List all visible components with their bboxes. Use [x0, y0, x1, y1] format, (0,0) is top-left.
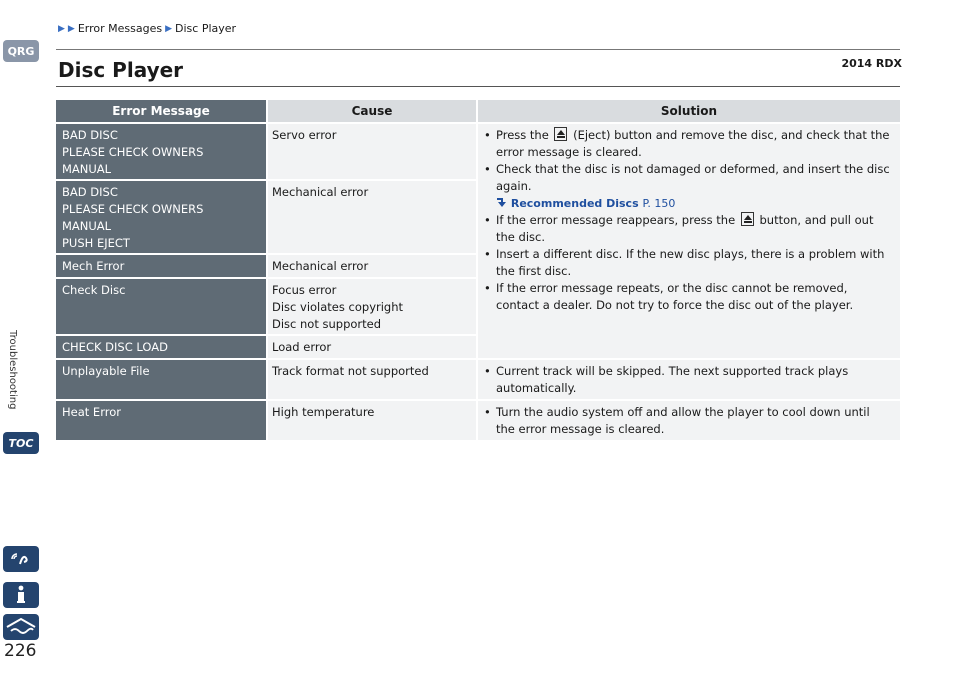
- solution-text: If the error message reappears, press the: [496, 213, 736, 227]
- toc-tab[interactable]: TOC: [3, 432, 39, 454]
- breadcrumb: [58, 22, 236, 35]
- cause-line: Load error: [272, 340, 332, 354]
- table-row-cause: [268, 360, 476, 399]
- bullet-icon: •: [484, 364, 491, 378]
- message-line: CHECK DISC LOAD: [62, 340, 168, 354]
- column-header-solution: Solution: [478, 100, 900, 122]
- solution-text: (Eject) button and remove the disc, and check that the error message is cleared.: [496, 128, 890, 159]
- recommended-discs-link[interactable]: [484, 195, 892, 212]
- chevron-right-icon: ▶: [58, 23, 65, 34]
- qrg-tab[interactable]: QRG: [3, 40, 39, 62]
- solution-unplayable: [478, 360, 900, 399]
- cause-line: Servo error: [272, 128, 337, 142]
- message-line: Heat Error: [62, 405, 121, 419]
- title-divider: [56, 86, 900, 87]
- page-title: Disc Player: [58, 58, 184, 82]
- table-row-message: [56, 124, 266, 179]
- message-line: Unplayable File: [62, 364, 150, 378]
- info-icon[interactable]: [3, 582, 39, 608]
- bullet-icon: •: [484, 281, 491, 295]
- message-line: BAD DISC: [62, 128, 118, 142]
- model-label: 2014 RDX: [841, 57, 902, 70]
- table-row-message: [56, 279, 266, 334]
- reference-page: P. 150: [642, 197, 676, 210]
- message-line: PUSH EJECT: [62, 236, 130, 250]
- voice-command-icon[interactable]: [3, 546, 39, 572]
- bullet-icon: •: [484, 213, 491, 227]
- table-row-message: [56, 401, 266, 440]
- cause-line: Track format not supported: [272, 364, 429, 378]
- solution-text: Insert a different disc. If the new disc plays, there is a problem with the first disc.: [496, 247, 885, 278]
- solution-text: Turn the audio system off and allow the player to cool down until the error message is cleared.: [496, 405, 870, 436]
- breadcrumb-item-error-messages[interactable]: Error Messages: [77, 22, 163, 35]
- page-number: 226: [4, 641, 37, 661]
- chevron-right-icon: ▶: [165, 23, 173, 34]
- side-rail: [0, 0, 42, 678]
- solution-bullet: [484, 280, 892, 314]
- solution-disc-errors: [478, 124, 900, 358]
- eject-icon: [741, 212, 754, 226]
- solution-heat: [478, 401, 900, 440]
- message-line: BAD DISC: [62, 185, 118, 199]
- message-line: PLEASE CHECK OWNERS: [62, 202, 204, 216]
- table-row-message: [56, 255, 266, 277]
- breadcrumb-item-disc-player[interactable]: Disc Player: [175, 22, 237, 35]
- message-line: MANUAL: [62, 219, 112, 233]
- solution-bullet: [484, 127, 892, 161]
- bullet-icon: •: [484, 405, 491, 419]
- table-row-cause: [268, 181, 476, 253]
- solution-text: Check that the disc is not damaged or deformed, and insert the disc again.: [496, 162, 890, 193]
- column-header-error-message: Error Message: [56, 100, 266, 122]
- reference-label: Recommended Discs: [510, 197, 639, 210]
- cause-line: Mechanical error: [272, 259, 369, 273]
- home-icon[interactable]: [3, 614, 39, 640]
- solution-bullet: [484, 404, 892, 438]
- solution-text: Current track will be skipped. The next supported track plays automatically.: [496, 364, 849, 395]
- table-row-message: [56, 336, 266, 358]
- cause-line: Focus error: [272, 283, 337, 297]
- bullet-icon: •: [484, 162, 491, 176]
- message-line: Mech Error: [62, 259, 125, 273]
- solution-bullet: [484, 161, 892, 195]
- message-line: MANUAL: [62, 162, 112, 176]
- message-line: PLEASE CHECK OWNERS: [62, 145, 204, 159]
- eject-icon: [554, 127, 567, 141]
- solution-text: button, and pull out the disc.: [496, 213, 874, 244]
- bullet-icon: •: [484, 128, 491, 142]
- solution-text: Press the: [496, 128, 549, 142]
- section-label: Troubleshooting: [7, 330, 18, 410]
- table-row-cause: [268, 124, 476, 179]
- table-row-message: [56, 360, 266, 399]
- table-row-cause: [268, 279, 476, 334]
- cause-line: Disc not supported: [272, 317, 382, 331]
- column-header-cause: Cause: [268, 100, 476, 122]
- header-divider: [56, 49, 900, 50]
- table-row-cause: [268, 336, 476, 358]
- solution-bullet: [484, 212, 892, 246]
- cause-line: Disc violates copyright: [272, 300, 404, 314]
- solution-bullet: [484, 363, 892, 397]
- table-row-message: [56, 181, 266, 253]
- solution-text: If the error message repeats, or the disc cannot be removed, contact a dealer. Do not try to force the disc out of the player.: [496, 281, 854, 312]
- message-line: Check Disc: [62, 283, 126, 297]
- cause-line: Mechanical error: [272, 185, 369, 199]
- table-row-cause: [268, 401, 476, 440]
- bullet-icon: •: [484, 247, 491, 261]
- reference-arrow-icon: [496, 197, 511, 210]
- table-row-cause: [268, 255, 476, 277]
- chevron-right-icon: ▶: [67, 23, 75, 34]
- cause-line: High temperature: [272, 405, 375, 419]
- solution-bullet: [484, 246, 892, 280]
